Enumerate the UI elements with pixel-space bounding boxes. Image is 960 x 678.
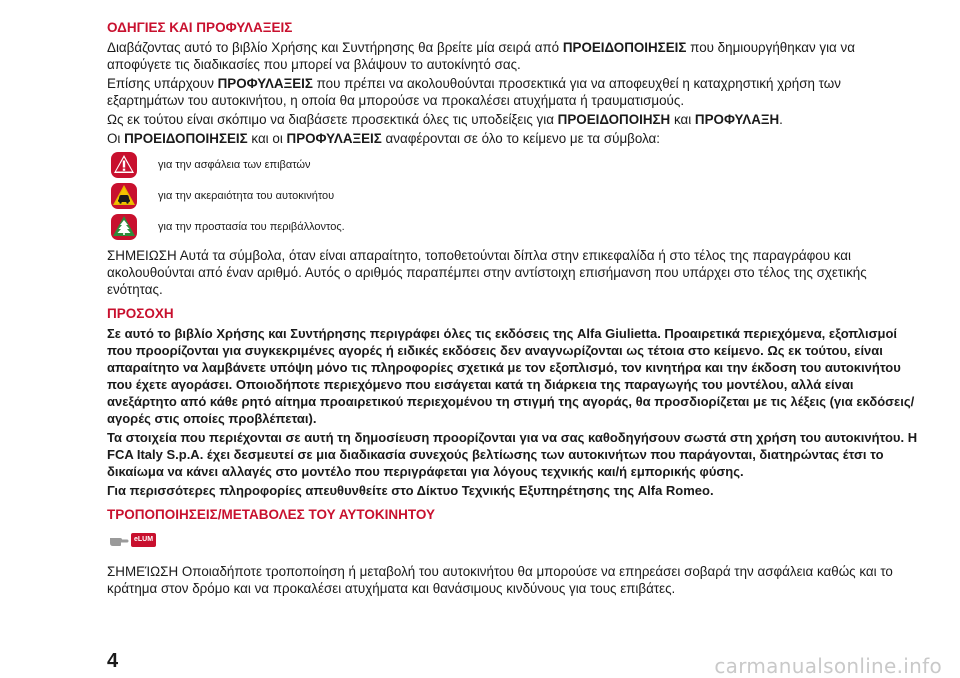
elum-reference bbox=[109, 529, 919, 551]
intro-paragraph-4 bbox=[107, 130, 919, 147]
text-run: . bbox=[709, 483, 714, 498]
keyword-precautions: ΠΡΟΦΥΛΑΞΕΙΣ bbox=[286, 131, 382, 146]
manual-page bbox=[107, 20, 919, 599]
attention-paragraph-2 bbox=[107, 429, 919, 480]
heading-modifications: ΤΡΟΠΟΠΟΙΗΣΕΙΣ/ΜΕΤΑΒΟΛΕΣ ΤΟΥ ΑΥΤΟΚΙΝΗΤΟΥ bbox=[107, 507, 435, 522]
company-name: FCA Italy S.p.A. bbox=[107, 447, 204, 462]
elum-badge: eLUM bbox=[131, 533, 156, 547]
symbols-note: ΣΗΜΕΙΩΣΗ Αυτά τα σύμβολα, όταν είναι απαραίτητο, τοποθετούνται δίπλα στην επικεφαλίδα ή στο τέλος της παραγράφου και ακολουθούνται από έναν αριθμό. Αυτός ο αριθμός παραπέμπει στην αντίστοιχη επισήμανση που υπάρχει στο τέλος της σχετικής ενότητας. bbox=[107, 248, 867, 297]
symbol-row-environment bbox=[107, 213, 919, 241]
text-run: Σε αυτό το βιβλίο Χρήσης και Συντήρησης περιγράφει όλες τις εκδόσεις της bbox=[107, 326, 577, 341]
keyword-warnings: ΠΡΟΕΙΔΟΠΟΙΗΣΕΙΣ bbox=[562, 40, 687, 55]
symbol-description: για την ασφάλεια των επιβατών bbox=[158, 159, 311, 171]
car-integrity-icon bbox=[110, 182, 138, 210]
symbol-row-passenger-safety bbox=[107, 151, 919, 179]
text-run: αναφέρονται σε όλο το κείμενο με τα σύμβολα: bbox=[381, 131, 661, 146]
symbol-description: για την προστασία του περιβάλλοντος. bbox=[158, 221, 345, 233]
text-run: που δημιουργήθηκαν για να αποφύγετε τις διαδικασίες που μπορεί να βλάψουν το αυτοκίνητό σας. bbox=[107, 40, 855, 72]
text-run: και οι bbox=[247, 131, 287, 146]
modifications-note: ΣΗΜΕΊΩΣΗ Οποιαδήποτε τροποποίηση ή μεταβολή του αυτοκινήτου θα μπορούσε να επηρεάσει σοβαρά την ασφάλεια καθώς και το κράτημα στον δρόμο και να προκαλέσει ατυχήματα και θανάσιμους κινδύνους για τους επιβάτες. bbox=[107, 564, 893, 596]
symbol-row-vehicle-integrity bbox=[107, 182, 919, 210]
text-run: Για περισσότερες πληροφορίες απευθυνθείτε στο Δίκτυο Τεχνικής Εξυπηρέτησης της bbox=[107, 483, 638, 498]
attention-paragraph-3 bbox=[107, 482, 919, 499]
page-number: 4 bbox=[107, 650, 119, 672]
symbol-list bbox=[107, 151, 919, 241]
watermark: carmanualsonline.info bbox=[714, 654, 942, 678]
text-run: Διαβάζοντας αυτό το βιβλίο Χρήσης και Συντήρησης θα βρείτε μία σειρά από bbox=[107, 40, 563, 55]
text-run: . Προαιρετικά περιεχόμενα, εξοπλισμοί που προορίζονται για συγκεκριμένες αγορές ή ειδικές εκδόσεις δεν αναγνωρίζονται ως τέτοια στο κείμενο. Ως εκ τούτου, είναι απαραίτητο να λαμβάνετε υπόψη μόνο τις πληροφορίες σχετικά με τον εξοπλισμό, τον κινητήρα και την έκδοση του αυτοκινήτου που έχετε αγοράσει. Οποιοδήποτε περιεχόμενο που εισάγεται κατά τη διάρκεια της παραγωγής του μοντέλου, αλλά είναι ανεξάρτητο από κάθε ρητό αίτημα προαιρετικού περιεχομένου τη στιγμή της αγοράς, θα προσδιορίζεται με τις λέξεις (για εκδόσεις/αγορές στις οποίες προβλέπεται). bbox=[107, 326, 915, 426]
model-name: Alfa Giulietta bbox=[577, 326, 658, 341]
heading-warnings: ΟΔΗΓΙΕΣ ΚΑΙ ΠΡΟΦΥΛΑΞΕΙΣ bbox=[107, 20, 293, 35]
keyword-warning: ΠΡΟΕΙΔΟΠΟΙΗΣΗ bbox=[557, 112, 671, 127]
text-run: έχει δεσμευτεί σε μια διαδικασία συνεχούς βελτίωσης των αυτοκινήτων που παράγονται, διατηρώντας έτσι το δικαίωμα να κάνει αλλαγές στο μοντέλο που περιγράφεται για λόγους τεχνικής και/ή εμπορικής φύσης. bbox=[107, 447, 884, 479]
text-run: που πρέπει να ακολουθούνται προσεκτικά για να αποφευχθεί η καταχρηστική χρήση των εξαρτημάτων του αυτοκινήτου, η οποία θα μπορούσε να προκαλέσει ατυχήματα ή τραυματισμούς. bbox=[107, 76, 841, 108]
pointing-hand-icon bbox=[109, 533, 129, 547]
brand-name: Alfa Romeo bbox=[637, 483, 710, 498]
intro-paragraph-3 bbox=[107, 111, 919, 128]
keyword-precautions: ΠΡΟΦΥΛΑΞΕΙΣ bbox=[217, 76, 313, 91]
attention-paragraph-1 bbox=[107, 325, 919, 427]
text-run: Επίσης υπάρχουν bbox=[107, 76, 218, 91]
text-run: Ως εκ τούτου είναι σκόπιμο να διαβάσετε προσεκτικά όλες τις υποδείξεις για bbox=[107, 112, 558, 127]
text-run: Τα στοιχεία που περιέχονται σε αυτή τη δημοσίευση προορίζονται για να σας καθοδηγήσουν σωστά στη χρήση του αυτοκινήτου. Η bbox=[107, 430, 918, 445]
heading-attention: ΠΡΟΣΟΧΗ bbox=[107, 306, 174, 321]
text-run: . bbox=[779, 112, 783, 127]
text-run: και bbox=[670, 112, 695, 127]
text-run: Οι bbox=[107, 131, 125, 146]
intro-paragraph-2 bbox=[107, 75, 919, 109]
keyword-warnings: ΠΡΟΕΙΔΟΠΟΙΗΣΕΙΣ bbox=[124, 131, 248, 146]
tree-environment-icon bbox=[110, 213, 138, 241]
keyword-precaution: ΠΡΟΦΥΛΑΞΗ bbox=[694, 112, 780, 127]
symbol-description: για την ακεραιότητα του αυτοκινήτου bbox=[158, 190, 335, 202]
warning-triangle-icon bbox=[110, 151, 138, 179]
intro-paragraph-1 bbox=[107, 39, 919, 73]
